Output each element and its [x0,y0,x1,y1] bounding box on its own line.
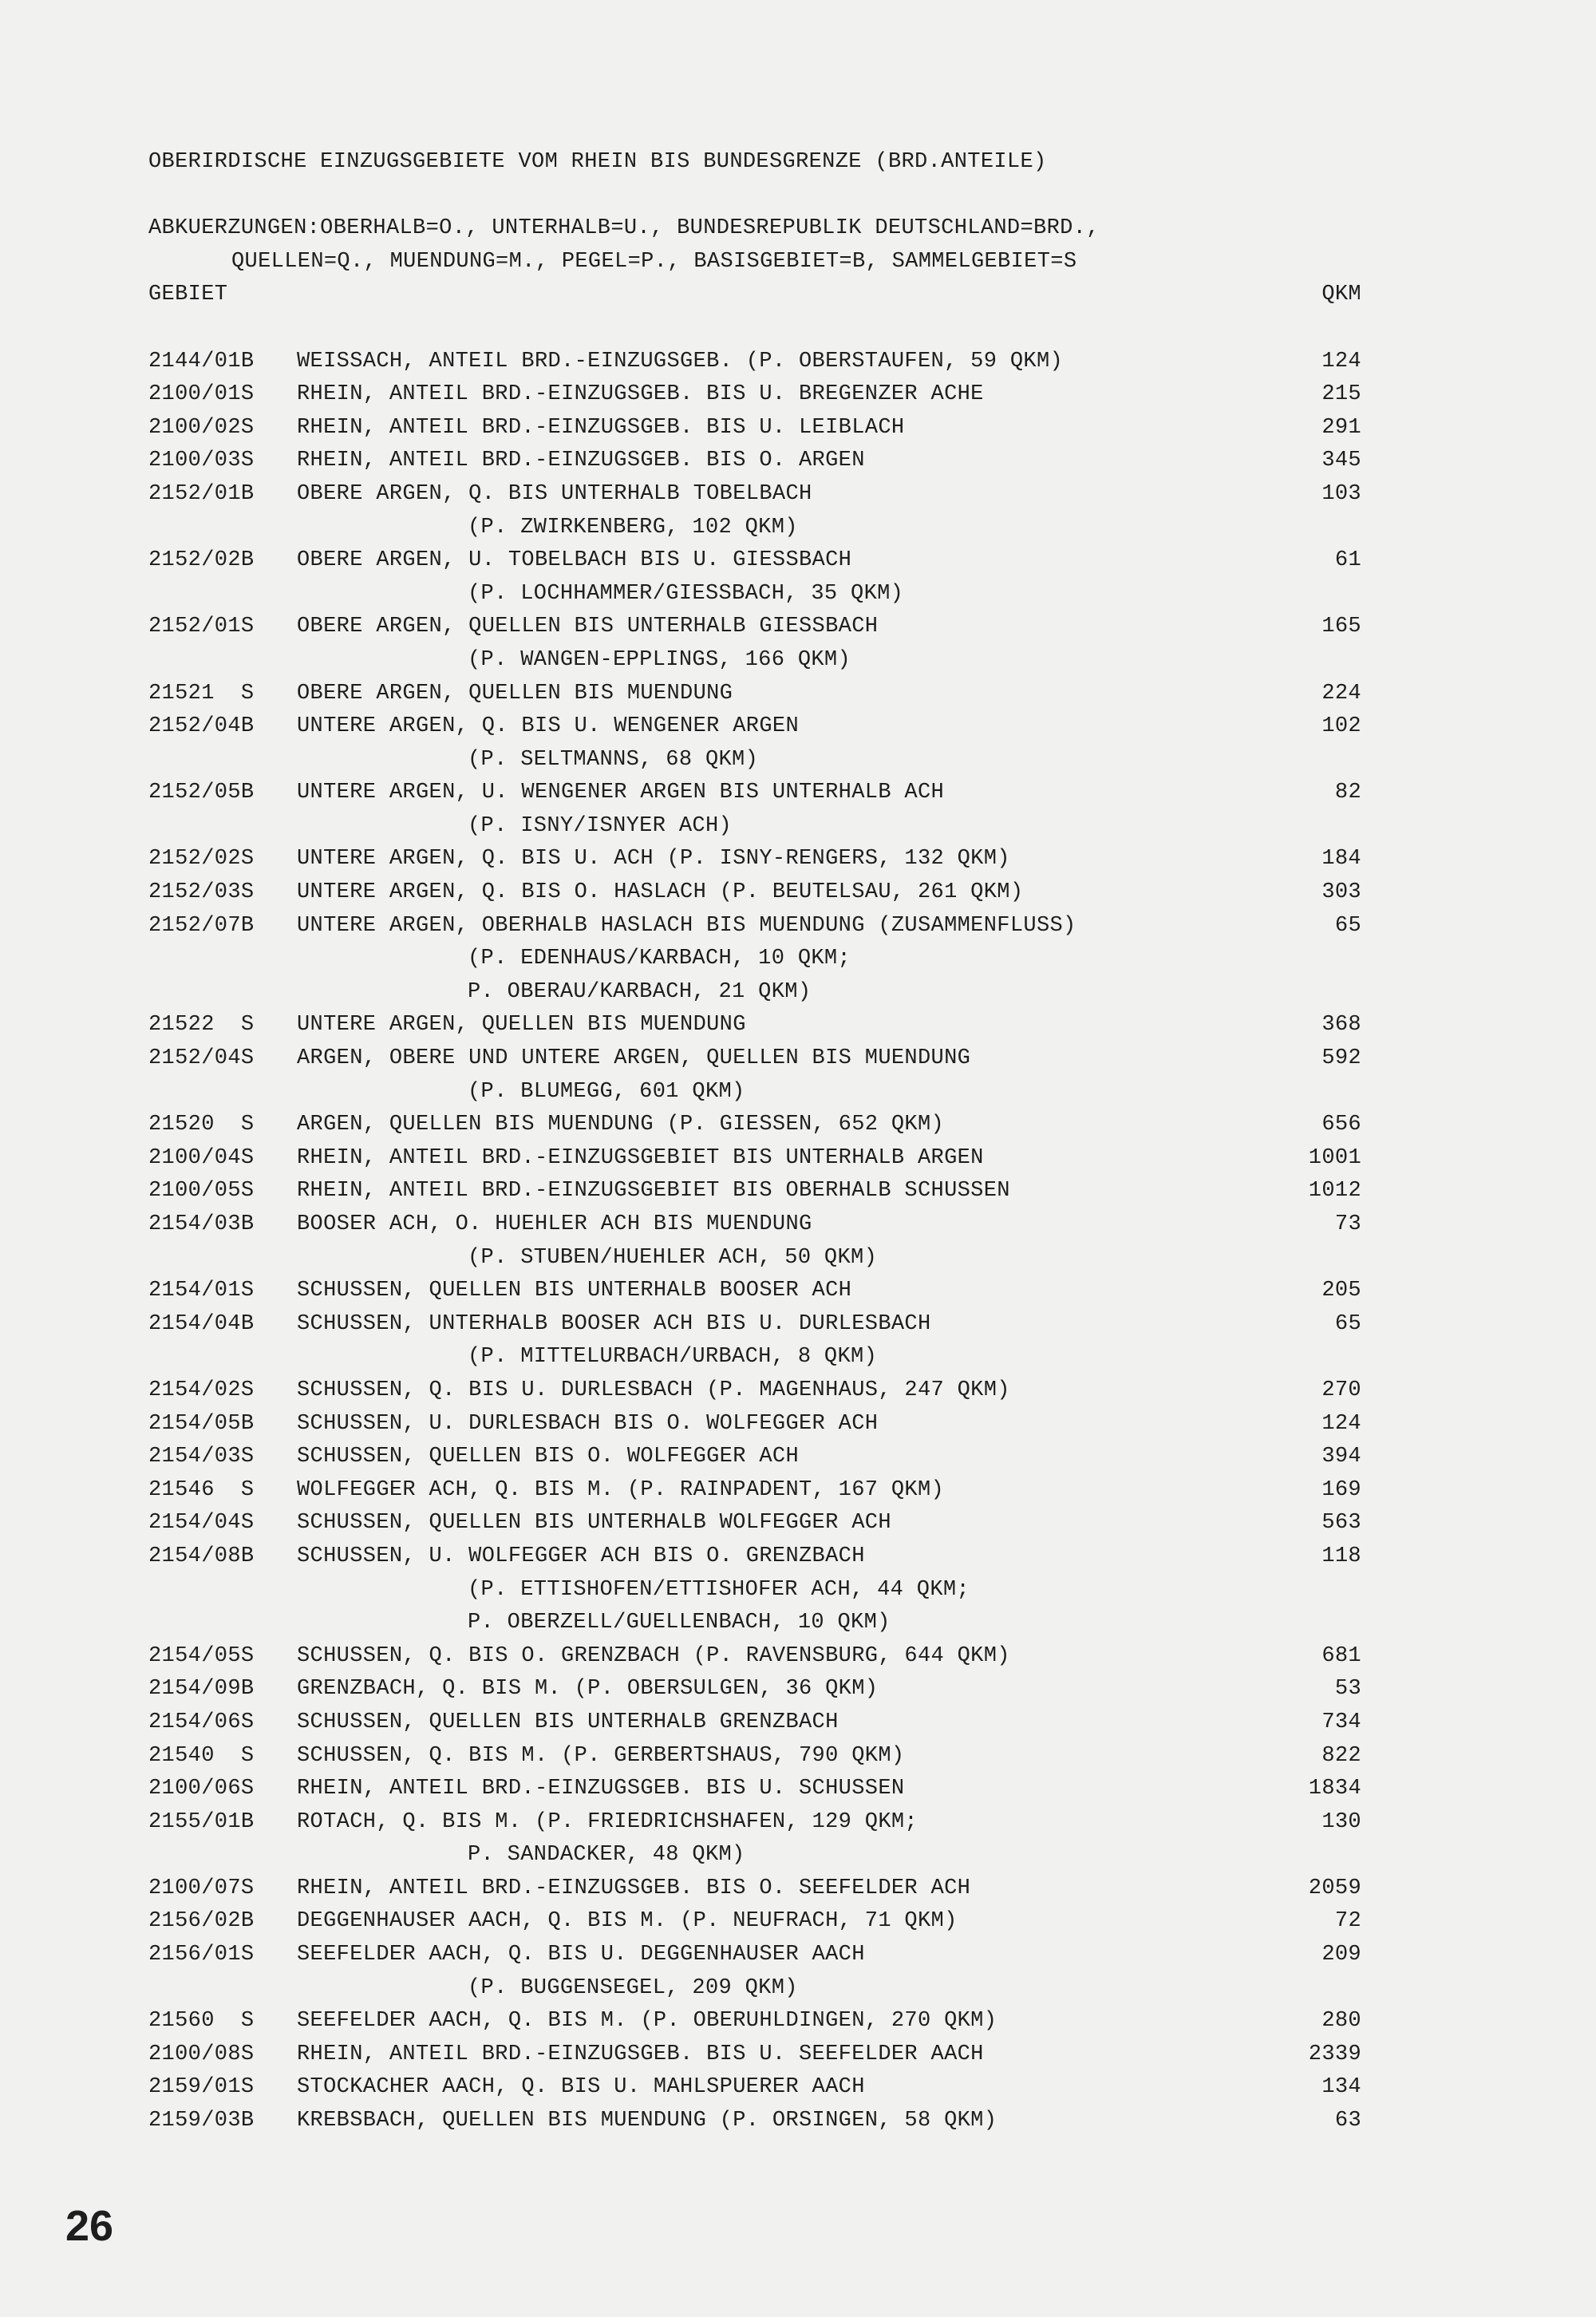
table-row [148,445,1361,478]
gauge-note: (P. EDENHAUS/KARBACH, 10 QKM; [468,947,851,971]
area-description: RHEIN, ANTEIL BRD.-EINZUGSGEBIET BIS UNTERHALB ARGEN [297,1145,984,1170]
area-description: SCHUSSEN, QUELLEN BIS O. WOLFEGGER ACH [297,1445,799,1469]
area-description: DEGGENHAUSER AACH, Q. BIS M. (P. NEUFRACH, 71 QKM) [297,1909,958,1934]
entry-line [148,777,1361,810]
entry-line [148,1507,1361,1540]
area-qkm: 1001 [1308,1145,1361,1170]
area-description: RHEIN, ANTEIL BRD.-EINZUGSGEB. BIS U. SCHUSSEN [297,1777,905,1801]
area-code: 2152/04S [148,1046,255,1071]
entry-line [148,910,1361,943]
area-description: RHEIN, ANTEIL BRD.-EINZUGSGEB. BIS U. SEEFELDER AACH [297,2042,984,2066]
area-qkm: 2059 [1308,1876,1361,1900]
area-description: SCHUSSEN, U. DURLESBACH BIS O. WOLFEGGER ACH [297,1411,879,1436]
table-row [148,544,1361,611]
entry-line [148,2071,1361,2105]
table-row [148,1706,1361,1740]
entry-line [148,412,1361,445]
gauge-note: (P. WANGEN-EPPLINGS, 166 QKM) [468,647,851,672]
area-description: RHEIN, ANTEIL BRD.-EINZUGSGEB. BIS O. ARGEN [297,449,865,473]
area-code: 2152/07B [148,913,255,938]
entry-line [148,1175,1361,1208]
area-code: 2100/05S [148,1179,255,1204]
gauge-note: (P. LOCHHAMMER/GIESSBACH, 35 QKM) [468,581,904,606]
area-qkm: 280 [1321,2009,1361,2034]
table-row [148,2105,1361,2138]
column-header [148,279,1361,312]
area-qkm: 345 [1321,449,1361,473]
table-row [148,678,1361,711]
page-number: 26 [65,2202,114,2250]
table-row [148,378,1361,412]
gauge-note: (P. MITTELURBACH/URBACH, 8 QKM) [468,1345,878,1370]
table-row [148,1308,1361,1374]
area-description: SEEFELDER AACH, Q. BIS M. (P. OBERUHLDINGEN, 270 QKM) [297,2009,998,2034]
table-row [148,1042,1361,1109]
entry-line [148,1308,1361,1342]
entry-line [148,1142,1361,1176]
area-code: 2154/08B [148,1544,255,1568]
table-row [148,1507,1361,1540]
area-description: SCHUSSEN, U. WOLFEGGER ACH BIS O. GRENZBACH [297,1544,865,1568]
entry-line [148,2005,1361,2038]
area-description: UNTERE ARGEN, U. WENGENER ARGEN BIS UNTERHALB ACH [297,781,945,805]
area-code: 2100/02S [148,415,255,440]
table-row [148,478,1361,544]
area-qkm: 165 [1321,615,1361,639]
area-code: 2152/03S [148,880,255,905]
table-row [148,777,1361,843]
area-qkm: 130 [1321,1809,1361,1834]
entry-line [148,2038,1361,2072]
area-qkm: 656 [1321,1113,1361,1137]
area-code: 2154/03S [148,1445,255,1469]
document-body [148,146,1361,2138]
entry-line [148,1009,1361,1042]
area-description: SCHUSSEN, Q. BIS M. (P. GERBERTSHAUS, 790 QKM) [297,1743,905,1768]
table-row [148,611,1361,677]
table-row [148,1441,1361,1474]
area-code: 21520 S [148,1113,255,1137]
area-code: 21522 S [148,1013,255,1038]
area-qkm: 184 [1321,847,1361,872]
gauge-note: (P. BUGGENSEGEL, 209 QKM) [468,1975,798,2000]
area-qkm: 822 [1321,1743,1361,1768]
area-code: 2154/05S [148,1643,255,1668]
area-description: SCHUSSEN, QUELLEN BIS UNTERHALB WOLFEGGER ACH [297,1511,891,1536]
table-row [148,1374,1361,1408]
area-description: STOCKACHER AACH, Q. BIS U. MAHLSPUERER AACH [297,2075,865,2100]
table-row [148,843,1361,876]
area-code: 2100/06S [148,1777,255,1801]
entry-line [148,1872,1361,1906]
table-row [148,1773,1361,1806]
area-description: SCHUSSEN, QUELLEN BIS UNTERHALB GRENZBACH [297,1710,839,1734]
table-row [148,1905,1361,1939]
entry-line [148,1673,1361,1706]
area-qkm: 209 [1321,1943,1361,1967]
area-qkm: 394 [1321,1445,1361,1469]
gauge-note: (P. ETTISHOFEN/ETTISHOFER ACH, 44 QKM; [468,1577,970,1602]
area-qkm: 124 [1321,1411,1361,1436]
area-qkm: 118 [1321,1544,1361,1568]
table-row [148,1939,1361,2005]
area-code: 2152/01S [148,615,255,639]
area-qkm: 82 [1334,781,1361,805]
entry-line [148,1905,1361,1939]
area-description: RHEIN, ANTEIL BRD.-EINZUGSGEB. BIS O. SEEFELDER ACH [297,1876,971,1900]
area-code: 2152/01B [148,481,255,506]
table-row [148,1806,1361,1872]
entry-line [148,2105,1361,2138]
gauge-note: (P. ZWIRKENBERG, 102 QKM) [468,515,798,540]
area-description: RHEIN, ANTEIL BRD.-EINZUGSGEB. BIS U. LEIBLACH [297,415,905,440]
gauge-note: (P. STUBEN/HUEHLER ACH, 50 QKM) [468,1245,878,1270]
entry-line [148,1374,1361,1408]
area-qkm: 134 [1321,2075,1361,2100]
area-qkm: 63 [1334,2109,1361,2133]
area-qkm: 563 [1321,1511,1361,1536]
table-row [148,876,1361,910]
area-code: 21560 S [148,2009,255,2034]
area-code: 2154/05B [148,1411,255,1436]
area-qkm: 65 [1334,913,1361,938]
table-row [148,710,1361,777]
area-description: WEISSACH, ANTEIL BRD.-EINZUGSGEB. (P. OBERSTAUFEN, 59 QKM) [297,349,1064,374]
gauge-note: P. OBERZELL/GUELLENBACH, 10 QKM) [468,1611,891,1635]
area-description: UNTERE ARGEN, Q. BIS O. HASLACH (P. BEUTELSAU, 261 QKM) [297,880,1024,905]
gauge-note: (P. ISNY/ISNYER ACH) [468,813,733,838]
table-row [148,1540,1361,1640]
area-description: UNTERE ARGEN, Q. BIS U. ACH (P. ISNY-RENGERS, 132 QKM) [297,847,1010,872]
entry-line [148,1640,1361,1674]
entry-line [148,1806,1361,1840]
column-header-qkm: QKM [1321,283,1361,307]
area-description: UNTERE ARGEN, Q. BIS U. WENGENER ARGEN [297,714,799,739]
area-description: OBERE ARGEN, Q. BIS UNTERHALB TOBELBACH [297,481,812,506]
table-row [148,1872,1361,1906]
table-row [148,1275,1361,1308]
entry-line [148,346,1361,379]
area-qkm: 103 [1321,481,1361,506]
area-description: ARGEN, QUELLEN BIS MUENDUNG (P. GIESSEN, 652 QKM) [297,1113,945,1137]
area-description: OBERE ARGEN, U. TOBELBACH BIS U. GIESSBACH [297,548,852,573]
gauge-note: (P. SELTMANNS, 68 QKM) [468,747,759,772]
entry-line [148,544,1361,578]
area-qkm: 592 [1321,1046,1361,1071]
entry-line [148,378,1361,412]
area-code: 2152/05B [148,781,255,805]
table-row [148,1408,1361,1441]
area-qkm: 215 [1321,382,1361,407]
table-row [148,1208,1361,1275]
catchment-table [148,346,1361,2138]
area-code: 2156/01S [148,1943,255,1967]
area-code: 2154/06S [148,1710,255,1734]
table-row [148,1474,1361,1508]
area-qkm: 61 [1334,548,1361,573]
area-qkm: 224 [1321,681,1361,706]
entry-line [148,1740,1361,1773]
table-row [148,346,1361,379]
area-description: OBERE ARGEN, QUELLEN BIS UNTERHALB GIESSBACH [297,615,879,639]
area-description: SCHUSSEN, UNTERHALB BOOSER ACH BIS U. DURLESBACH [297,1311,931,1336]
entry-line [148,710,1361,744]
area-code: 2154/04B [148,1311,255,1336]
table-row [148,2005,1361,2038]
area-description: SCHUSSEN, Q. BIS U. DURLESBACH (P. MAGENHAUS, 247 QKM) [297,1378,1010,1402]
table-row [148,1673,1361,1706]
area-qkm: 169 [1321,1477,1361,1502]
area-code: 2154/03B [148,1212,255,1236]
entry-line [148,1706,1361,1740]
entry-line [148,1408,1361,1441]
area-qkm: 72 [1334,1909,1361,1934]
area-code: 2159/01S [148,2075,255,2100]
area-description: OBERE ARGEN, QUELLEN BIS MUENDUNG [297,681,733,706]
entry-line [148,843,1361,876]
entry-line [148,1441,1361,1474]
entry-line [148,876,1361,910]
area-code: 2144/01B [148,349,255,374]
area-description: RHEIN, ANTEIL BRD.-EINZUGSGEB. BIS U. BREGENZER ACHE [297,382,984,407]
area-code: 2156/02B [148,1909,255,1934]
entry-line [148,1474,1361,1508]
entry-line [148,1208,1361,1242]
area-description: SCHUSSEN, Q. BIS O. GRENZBACH (P. RAVENSBURG, 644 QKM) [297,1643,1010,1668]
table-row [148,1640,1361,1674]
entry-line [148,611,1361,644]
area-code: 21540 S [148,1743,255,1768]
entry-line [148,1042,1361,1076]
area-description: UNTERE ARGEN, OBERHALB HASLACH BIS MUENDUNG (ZUSAMMENFLUSS) [297,913,1077,938]
entry-line [148,478,1361,512]
area-qkm: 2339 [1308,2042,1361,2066]
table-row [148,1740,1361,1773]
area-code: 2154/02S [148,1378,255,1402]
entry-line [148,678,1361,711]
area-qkm: 368 [1321,1013,1361,1038]
area-description: SCHUSSEN, QUELLEN BIS UNTERHALB BOOSER ACH [297,1279,852,1303]
entry-line [148,1773,1361,1806]
table-row [148,412,1361,445]
area-qkm: 73 [1334,1212,1361,1236]
table-row [148,2071,1361,2105]
area-description: GRENZBACH, Q. BIS M. (P. OBERSULGEN, 36 QKM) [297,1677,879,1702]
entry-line [148,1109,1361,1142]
area-description: SEEFELDER AACH, Q. BIS U. DEGGENHAUSER AACH [297,1943,865,1967]
area-qkm: 53 [1334,1677,1361,1702]
gauge-note: P. OBERAU/KARBACH, 21 QKM) [468,979,812,1004]
table-row [148,910,1361,1010]
area-qkm: 270 [1321,1378,1361,1402]
table-row [148,1142,1361,1176]
area-qkm: 303 [1321,880,1361,905]
area-qkm: 1834 [1308,1777,1361,1801]
area-qkm: 734 [1321,1710,1361,1734]
area-code: 2159/03B [148,2109,255,2133]
area-description: UNTERE ARGEN, QUELLEN BIS MUENDUNG [297,1013,746,1038]
area-code: 2154/01S [148,1279,255,1303]
gauge-note: P. SANDACKER, 48 QKM) [468,1843,745,1868]
area-code: 2152/04B [148,714,255,739]
column-header-area: GEBIET [148,283,228,307]
table-row [148,1109,1361,1142]
area-code: 2154/04S [148,1511,255,1536]
area-qkm: 681 [1321,1643,1361,1668]
area-description: ROTACH, Q. BIS M. (P. FRIEDRICHSHAFEN, 129 QKM; [297,1809,918,1834]
abbreviations-line-1: ABKUERZUNGEN:OBERHALB=O., UNTERHALB=U., BUNDESREPUBLIK DEUTSCHLAND=BRD., [148,216,1100,241]
area-code: 2100/07S [148,1876,255,1900]
area-code: 21546 S [148,1477,255,1502]
area-code: 2152/02S [148,847,255,872]
table-row [148,2038,1361,2072]
abbreviations-line-2: QUELLEN=Q., MUENDUNG=M., PEGEL=P., BASISGEBIET=B, SAMMELGEBIET=S [231,249,1077,274]
area-description: RHEIN, ANTEIL BRD.-EINZUGSGEBIET BIS OBERHALB SCHUSSEN [297,1179,1010,1204]
area-description: KREBSBACH, QUELLEN BIS MUENDUNG (P. ORSINGEN, 58 QKM) [297,2109,998,2133]
area-description: WOLFEGGER ACH, Q. BIS M. (P. RAINPADENT, 167 QKM) [297,1477,945,1502]
area-code: 2100/08S [148,2042,255,2066]
page-title: OBERIRDISCHE EINZUGSGEBIETE VOM RHEIN BIS BUNDESGRENZE (BRD.ANTEILE) [148,150,1047,174]
area-code: 2100/01S [148,382,255,407]
area-qkm: 102 [1321,714,1361,739]
table-row [148,1175,1361,1208]
area-code: 2155/01B [148,1809,255,1834]
area-qkm: 205 [1321,1279,1361,1303]
area-code: 2100/04S [148,1145,255,1170]
area-code: 21521 S [148,681,255,706]
area-code: 2154/09B [148,1677,255,1702]
area-qkm: 291 [1321,415,1361,440]
area-qkm: 1012 [1308,1179,1361,1204]
area-description: ARGEN, OBERE UND UNTERE ARGEN, QUELLEN BIS MUENDUNG [297,1046,971,1071]
table-row [148,1009,1361,1042]
area-qkm: 65 [1334,1311,1361,1336]
entry-line [148,1939,1361,1972]
area-qkm: 124 [1321,349,1361,374]
entry-line [148,445,1361,478]
gauge-note: (P. BLUMEGG, 601 QKM) [468,1079,745,1104]
area-code: 2100/03S [148,449,255,473]
entry-line [148,1540,1361,1574]
area-code: 2152/02B [148,548,255,573]
entry-line [148,1275,1361,1308]
area-description: BOOSER ACH, O. HUEHLER ACH BIS MUENDUNG [297,1212,812,1236]
